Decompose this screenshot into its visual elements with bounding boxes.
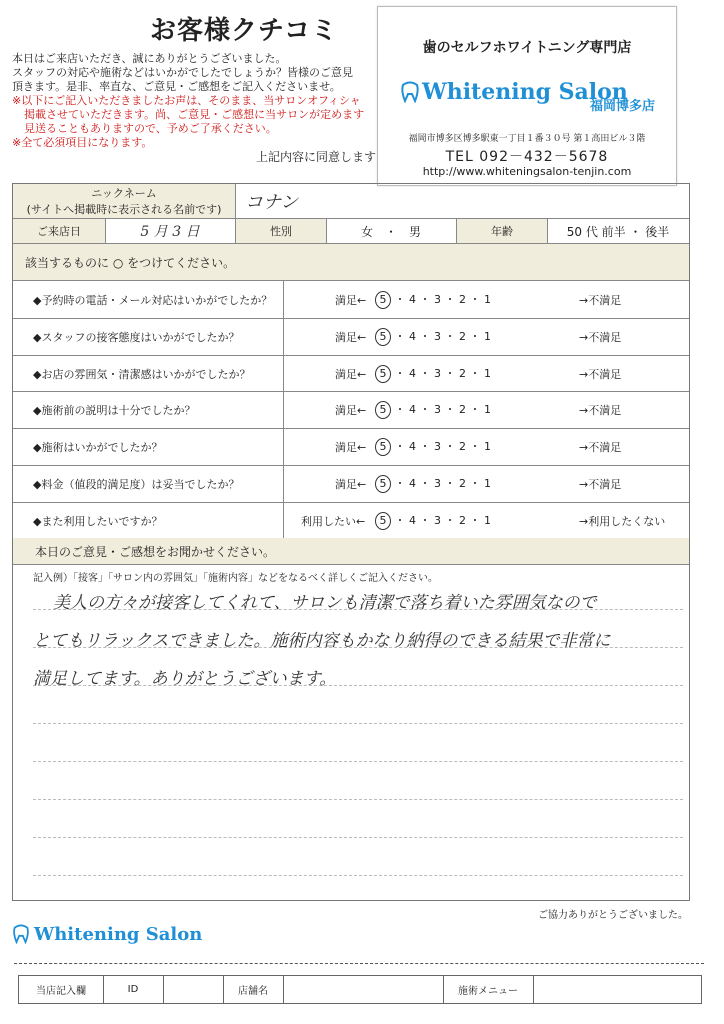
rating-circle: 5 bbox=[375, 438, 391, 456]
nickname-label bbox=[13, 184, 235, 218]
rating-scale[interactable] bbox=[375, 475, 491, 493]
rating-rest: ・ 4 ・ 3 ・ 2 ・ 1 bbox=[391, 513, 491, 527]
scale-left-label: 満足← bbox=[335, 441, 367, 455]
menu-field[interactable] bbox=[533, 976, 701, 1003]
thanks-text: ご協力ありがとうございました。 bbox=[538, 910, 688, 921]
age-value[interactable]: 50 代 前半 ・ 後半 bbox=[566, 224, 670, 239]
scale-left-label: 利用したい← bbox=[301, 514, 366, 528]
note-line: 見送ることもありますので、予めご了承ください。 bbox=[24, 122, 277, 135]
rating-circle: 5 bbox=[375, 512, 391, 530]
intro-line: 頂きます。是非、率直な、ご意見・ご感想をご記入くださいませ。 bbox=[12, 80, 341, 93]
date-value[interactable]: 5 月 3 日 bbox=[140, 224, 200, 240]
nickname-label-sub: (サイトへ掲載時に表示される名前です) bbox=[26, 203, 222, 216]
scale-left-label: 満足← bbox=[335, 404, 367, 418]
scale-right-label: →不満足 bbox=[579, 367, 622, 381]
scale-right-label: →不満足 bbox=[579, 294, 622, 307]
agree-text: 上記内容に同意します bbox=[256, 150, 377, 164]
scale-right-label: →利用したくない bbox=[579, 514, 666, 528]
rating-scale[interactable] bbox=[375, 291, 491, 309]
business-card bbox=[377, 6, 677, 186]
store-label: 店舗名 bbox=[223, 976, 284, 1003]
office-label: 当店記入欄 bbox=[19, 976, 104, 1003]
rating-circle: 5 bbox=[375, 328, 391, 346]
intro-text bbox=[12, 52, 384, 150]
scale-right-label: →不満足 bbox=[579, 404, 622, 418]
rating-rest: ・ 4 ・ 3 ・ 2 ・ 1 bbox=[391, 440, 491, 454]
nickname-value[interactable]: コナン bbox=[245, 192, 299, 213]
rating-rest: ・ 4 ・ 3 ・ 2 ・ 1 bbox=[391, 403, 491, 417]
gender-label: 性別 bbox=[236, 219, 326, 243]
tooth-icon bbox=[400, 81, 420, 103]
survey-form bbox=[12, 183, 690, 901]
id-label: ID bbox=[103, 976, 164, 1003]
scale-right-label: →不満足 bbox=[579, 441, 622, 455]
rating-scale[interactable] bbox=[375, 438, 491, 456]
intro-line: スタッフの対応や施術などはいかがでしたでしょうか？皆様のご意見 bbox=[12, 66, 353, 79]
menu-label: 施術メニュー bbox=[443, 976, 534, 1003]
question-text: ◆施術前の説明は十分でしたか？ bbox=[33, 404, 196, 418]
rating-scale[interactable] bbox=[375, 365, 491, 383]
scale-left-label: 満足← bbox=[335, 294, 367, 307]
rating-circle: 5 bbox=[375, 291, 391, 309]
question-text: ◆料金（値段的満足度）は妥当でしたか？ bbox=[33, 478, 240, 491]
comment-line[interactable]: 美人の方々が接客してくれて、サロンも清潔で落ち着いた雰囲気なので bbox=[53, 593, 597, 613]
card-brand: Whitening Salon bbox=[422, 79, 628, 105]
card-tagline: 歯のセルフホワイトニング専門店 bbox=[422, 40, 632, 56]
comment-line[interactable]: とてもリラックスできました。施術内容もかなり納得のできる結果で非常に bbox=[33, 631, 611, 651]
card-address: 福岡市博多区博多駅東一丁目１番３０号 第１高田ビル３階 bbox=[408, 134, 646, 144]
card-branch: 福岡博多店 bbox=[590, 99, 656, 114]
cut-line bbox=[14, 963, 704, 964]
note-line: ※以下にご記入いただきましたお声は、そのまま、当サロンオフィシャ bbox=[12, 94, 361, 107]
age-label: 年齢 bbox=[457, 219, 547, 243]
card-tel: TEL 092－432－5678 bbox=[445, 149, 609, 165]
nickname-label-main: ニックネーム bbox=[91, 187, 157, 200]
intro-line: 本日はご来店いただき、誠にありがとうございました。 bbox=[12, 52, 287, 65]
comment-section-header: 本日のご意見・ご感想をお聞かせください。 bbox=[13, 538, 689, 564]
footer-logo: Whitening Salon bbox=[34, 924, 203, 945]
question-text: ◆スタッフの接客態度はいかがでしたか？ bbox=[33, 330, 240, 344]
scale-left-label: 満足← bbox=[335, 367, 367, 381]
rating-rest: ・ 4 ・ 3 ・ 2 ・ 1 bbox=[391, 329, 491, 343]
card-url: http://www.whiteningsalon-tenjin.com bbox=[422, 165, 632, 178]
rating-scale[interactable] bbox=[375, 512, 491, 530]
question-text: ◆お店の雰囲気・清潔感はいかがでしたか？ bbox=[33, 367, 251, 381]
rating-scale[interactable] bbox=[375, 328, 491, 346]
rating-rest: ・ 4 ・ 3 ・ 2 ・ 1 bbox=[391, 293, 491, 306]
scale-left-label: 満足← bbox=[335, 330, 367, 344]
id-field[interactable] bbox=[163, 976, 224, 1003]
office-use-box bbox=[18, 975, 702, 1004]
comment-example: 記入例）「接客」「サロン内の雰囲気」「施術内容」などをなるべく詳しくご記入ください。 bbox=[33, 572, 438, 584]
rating-rest: ・ 4 ・ 3 ・ 2 ・ 1 bbox=[391, 477, 491, 490]
footer-tooth-icon bbox=[12, 924, 30, 944]
note-line: 掲載させていただきます。尚、ご意見・ご感想に当サロンが定めます bbox=[24, 108, 365, 121]
rating-scale[interactable] bbox=[375, 401, 491, 419]
scale-left-label: 満足← bbox=[335, 478, 367, 491]
rating-circle: 5 bbox=[375, 401, 391, 419]
gender-options[interactable]: 女 ・ 男 bbox=[360, 224, 421, 239]
scale-right-label: →不満足 bbox=[579, 330, 622, 344]
rating-section-header: 該当するものに ○ をつけてください。 bbox=[13, 244, 689, 280]
question-text: ◆予約時の電話・メール対応はいかがでしたか？ bbox=[33, 294, 273, 307]
rating-circle: 5 bbox=[375, 475, 391, 493]
rating-rest: ・ 4 ・ 3 ・ 2 ・ 1 bbox=[391, 366, 491, 380]
question-text: ◆施術はいかがでしたか？ bbox=[33, 441, 163, 455]
form-title: お客様クチコミ bbox=[150, 16, 338, 46]
note-line: ※全て必須項目になります。 bbox=[12, 136, 153, 149]
question-text: ◆また利用したいですか？ bbox=[33, 514, 163, 528]
rating-circle: 5 bbox=[375, 365, 391, 383]
date-label: ご来店日 bbox=[13, 219, 105, 243]
store-field[interactable] bbox=[283, 976, 444, 1003]
comment-line[interactable]: 満足してます。ありがとうございます。 bbox=[33, 669, 337, 689]
scale-right-label: →不満足 bbox=[579, 478, 622, 491]
